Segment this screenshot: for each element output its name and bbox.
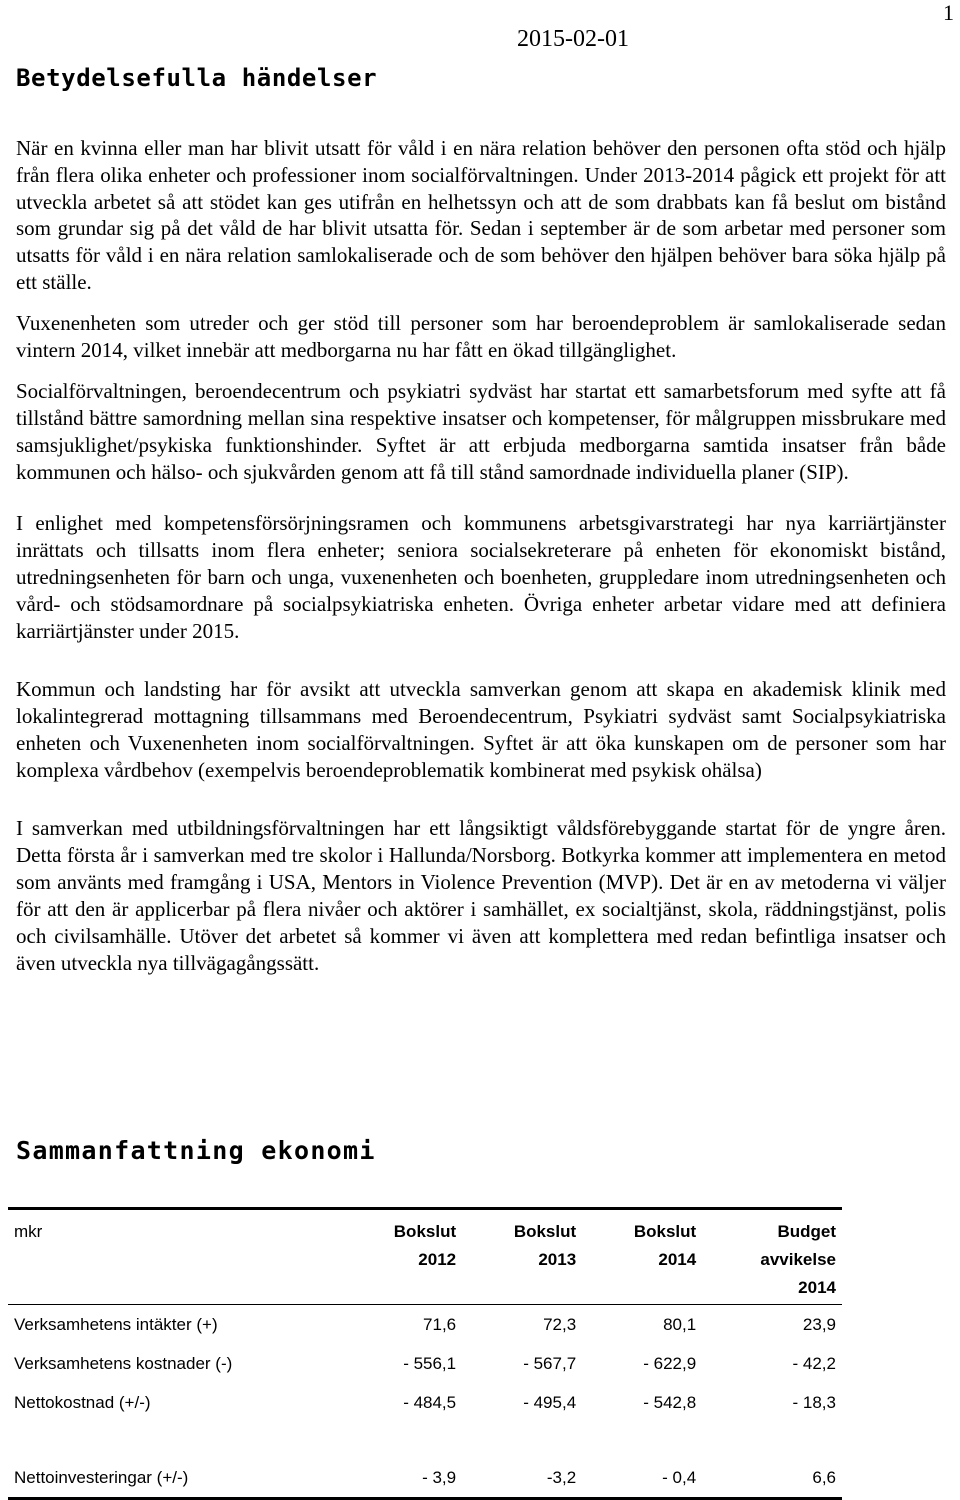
paragraph: När en kvinna eller man har blivit utsatt för våld i en nära relation behöver den personen ofta stöd och hjälp från flera olika enheter och professioner inom socialförvaltningen. Under 2013-2014 pågick ett projekt för att utveckla arbetet så att stödet kan ges utifrån en helhetssyn och att de som drabbats kan få beslut om bistånd som grundar sig på det våld de har blivit utsatta för. Sedan i september är de som arbetar med personer som utsatts för våld i en nära relation samlokaliserade och de som behöver den hjälpen behöver bara söka hjälp på ett ställe.	[16, 136, 946, 294]
table-row	[8, 1458, 842, 1499]
cell-value: 6,6	[702, 1458, 842, 1499]
cell-value: -3,2	[462, 1458, 582, 1499]
row-label: Nettoinvesteringar (+/-)	[8, 1458, 342, 1499]
column-header: Bokslut 2012	[393, 1222, 457, 1269]
column-header: Budget avvikelse 2014	[760, 1222, 836, 1297]
economy-table	[8, 1207, 842, 1500]
document-date: 2015-02-01	[517, 26, 629, 52]
cell-value: - 542,8	[643, 1392, 697, 1412]
cell-value: 71,6	[423, 1314, 457, 1334]
paragraph: I samverkan med utbildningsförvaltningen har ett långsiktigt våldsförebyggande startat för de yngre åren. Detta första år i samverkan med tre skolor i Hallunda/Norsborg. Botkyrka kommer att implementera en metod som använts med framgång i USA, Mentors in Violence Prevention (MVP). Det är en av metoderna vi väljer för att den är applicerbar på flera nivåer och aktörer i samhället, ex socialtjänst, skola, räddningstjänst, polis och civilsamhälle. Utöver det arbetet så kommer vi även att komplettera med redan befintliga insatser och även utveckla nya tillvägagångssätt.	[16, 815, 946, 975]
paragraph: I enlighet med kompetensförsörjningsramen och kommunens arbetsgivarstrategi har nya karriärtjänster inrättats och tillsatts inom flera enheter; seniora socialsekreterare på enheten för ekonomiskt bistånd, utredningsenheten för barn och unga, vuxenenheten och boenheten, gruppledare inom utredningsenheten och vård- och stödsamordnare på socialpsykiatriska enheten. Övriga enheter arbetar vidare med att definiera karriärtjänster under 2015.	[16, 510, 946, 643]
unit-label: mkr	[14, 1222, 43, 1241]
table-row	[8, 1305, 842, 1345]
cell-value: - 42,2	[792, 1353, 836, 1373]
page-number: 1	[943, 0, 954, 25]
paragraph: Kommun och landsting har för avsikt att utveckla samverkan genom att skapa en akademisk klinik med lokalintegrerad mottagning tillsammans med Beroendecentrum, Psykiatri sydväst samt Socialpsykiatriska enheten och Vuxenenheten inom socialförvaltningen. Syftet är att öka kunskapen om de personer som har komplexa vårdbehov (exempelvis beroendeproblematik kombinerat med psykisk ohälsa)	[16, 676, 946, 782]
cell-value: - 495,4	[523, 1392, 577, 1412]
section-title-economy: Sammanfattning ekonomi	[16, 1136, 376, 1165]
row-label: Verksamhetens intäkter (+)	[14, 1314, 218, 1334]
row-label: Verksamhetens kostnader (-)	[14, 1353, 233, 1373]
cell-value: - 622,9	[643, 1353, 697, 1373]
cell-value: - 484,5	[403, 1392, 457, 1412]
events-body	[16, 135, 946, 991]
table-header-row	[8, 1210, 842, 1304]
cell-value: 80,1	[663, 1314, 697, 1334]
cell-value: 72,3	[543, 1314, 577, 1334]
column-header: Bokslut 2014	[633, 1222, 697, 1269]
cell-value: - 556,1	[403, 1353, 457, 1373]
paragraph: Vuxenenheten som utreder och ger stöd till personer som har beroendeproblem är samlokaliserade sedan vintern 2014, vilket innebär att medborgarna nu har fått en ökad tillgänglighet.	[16, 310, 946, 362]
row-label: Nettokostnad (+/-)	[14, 1392, 151, 1412]
column-header: Bokslut 2013	[513, 1222, 577, 1269]
cell-value: 23,9	[802, 1314, 836, 1334]
table-row	[8, 1344, 842, 1383]
section-title-events: Betydelsefulla händelser	[16, 64, 378, 92]
cell-value: - 18,3	[792, 1392, 836, 1412]
paragraph: Socialförvaltningen, beroendecentrum och psykiatri sydväst har startat ett samarbetsforum med syfte att få tillstånd bättre samordning mellan sina respektive insatser och kompetenser, för målgruppen missbrukare med samsjuklighet/psykiska funktionshinder. Syftet är att erbjuda medborgarna samtida insatser från både kommunen och hälso- och sjukvården genom att få till stånd samordnade individuella planer (SIP).	[16, 378, 946, 484]
cell-value: - 567,7	[523, 1353, 577, 1373]
table-row	[8, 1383, 842, 1422]
cell-value: - 0,4	[582, 1458, 702, 1499]
cell-value: - 3,9	[342, 1458, 462, 1499]
